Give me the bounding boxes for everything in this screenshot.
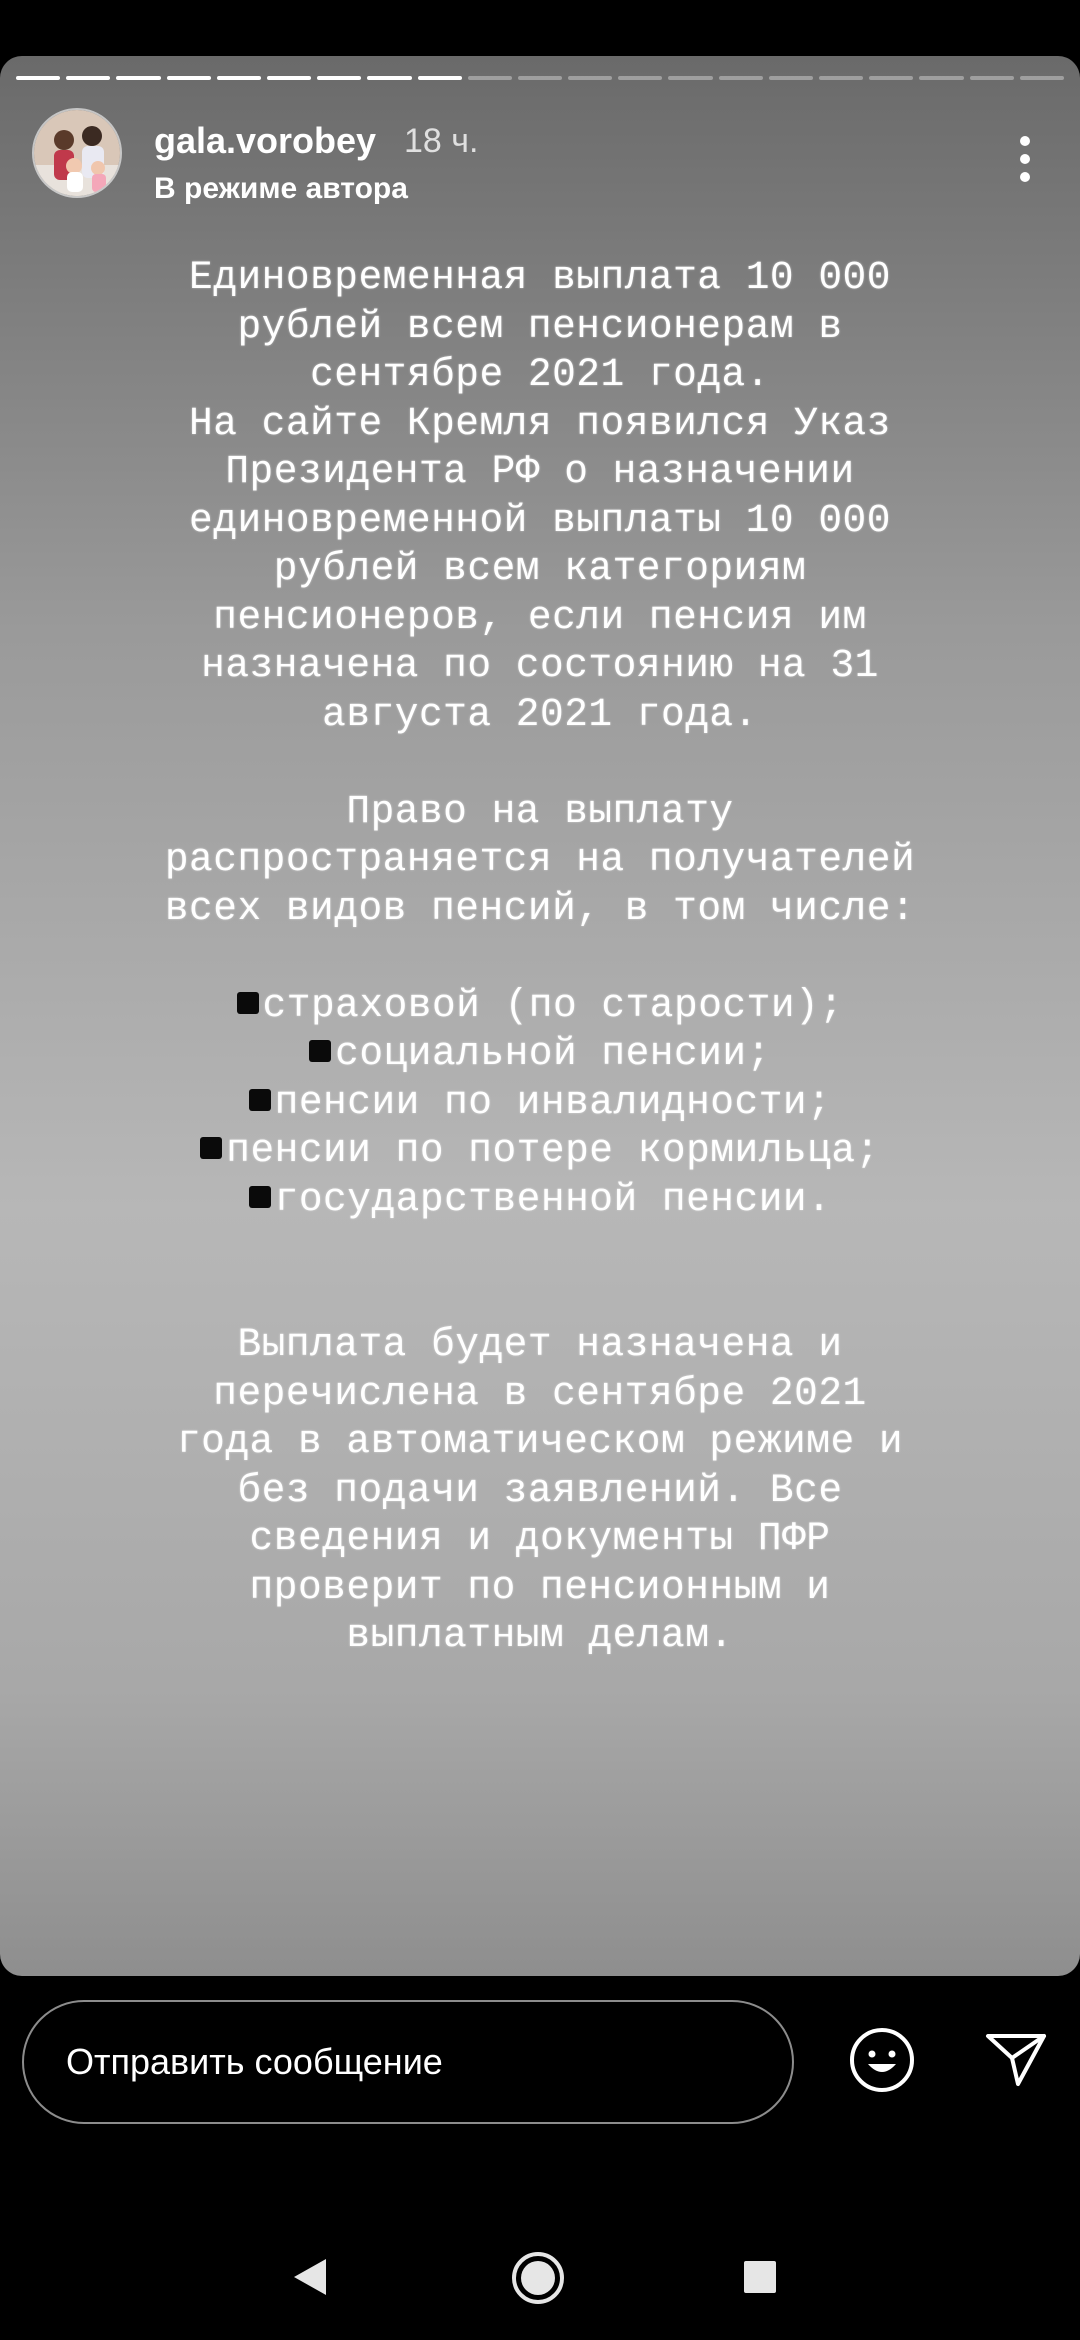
reply-bar [0,1990,1080,2140]
progress-segment [116,76,160,80]
username[interactable]: gala.vorobey [154,120,377,161]
progress-segment [267,76,311,80]
black-square-icon [249,1186,271,1208]
story-header [32,106,1060,206]
more-vertical-icon[interactable] [1018,134,1032,184]
progress-segment [518,76,562,80]
recents-square-icon[interactable] [743,2260,777,2294]
send-icon[interactable] [984,2026,1048,2090]
progress-segment [167,76,211,80]
list-item: социальной пенсии; [160,1030,920,1079]
list-item: пенсии по инвалидности; [160,1079,920,1128]
author-mode-label: В режиме автора [154,172,408,205]
bullet-list [160,982,920,1225]
list-item: пенсии по потере кормильца; [160,1127,920,1176]
black-square-icon [237,992,259,1014]
story-progress-bar [16,76,1064,80]
progress-segment [668,76,712,80]
black-square-icon [200,1137,222,1159]
black-square-icon [249,1089,271,1111]
story-paragraph-1: Единовременная выплата 10 000 рублей всем пенсионерам в сентябре 2021 года. На сайте Кремля появился Указ Президента РФ о назначении единовременной выплаты 10 000 рублей всем категориям пенсионеров, если пенсия им назначена по состоянию на 31 августа 2021 года. [189,255,891,737]
story-paragraph-3: Выплата будет назначена и перечислена в сентябре 2021 года в автоматическом режиме и без подачи заявлений. Все сведения и документы ПФР проверит по пенсионным и выплатным делам. [176,1322,904,1658]
story-view[interactable] [0,56,1080,1976]
progress-segment [719,76,763,80]
progress-segment [418,76,462,80]
progress-segment [819,76,863,80]
home-circle-icon[interactable] [510,2250,566,2306]
progress-segment [769,76,813,80]
progress-segment [66,76,110,80]
progress-segment [367,76,411,80]
avatar[interactable] [32,108,122,198]
progress-segment [317,76,361,80]
progress-segment [568,76,612,80]
list-item: страховой (по старости); [160,982,920,1031]
progress-segment [217,76,261,80]
progress-segment [468,76,512,80]
message-input[interactable] [22,2000,794,2124]
progress-segment [618,76,662,80]
progress-segment [16,76,60,80]
progress-segment [970,76,1014,80]
progress-segment [1020,76,1064,80]
back-triangle-icon[interactable] [290,2255,330,2299]
black-square-icon [309,1040,331,1062]
story-text [160,254,920,1661]
list-item: государственной пенсии. [160,1176,920,1225]
progress-segment [869,76,913,80]
progress-segment [919,76,963,80]
story-paragraph-2: Право на выплату распространяется на получателей всех видов пенсий, в том числе: [164,788,916,931]
post-time: 18 ч. [404,122,479,160]
system-navigation-bar [0,2200,1080,2340]
smiley-icon[interactable] [848,2026,916,2094]
